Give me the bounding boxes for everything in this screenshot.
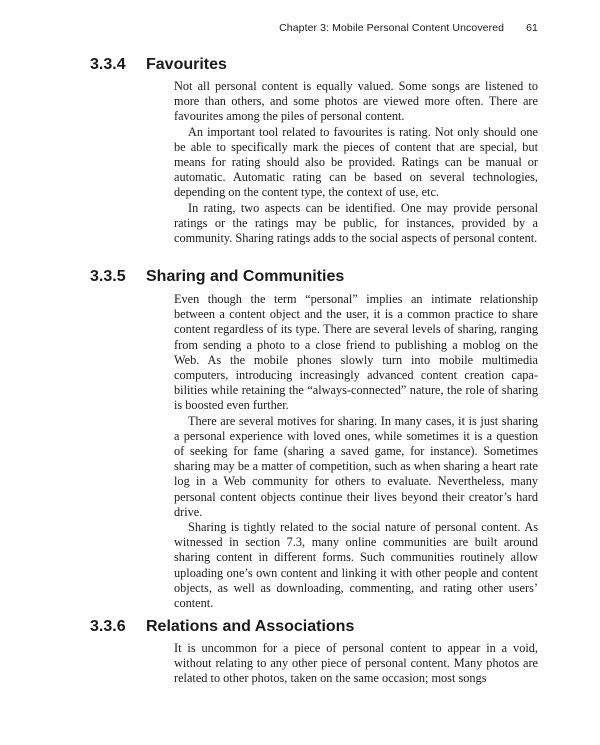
section-title: Sharing and Communities: [146, 268, 345, 285]
paragraph: Not all personal content is equally valued. Some songs are listened to more than others, and some photos are viewed more often. There are favourites among the piles of personal content.: [174, 79, 538, 124]
chapter-title: Chapter 3: Mobile Personal Content Uncovered: [279, 22, 505, 34]
section-number: 3.3.4: [90, 56, 126, 73]
section-number: 3.3.5: [90, 268, 126, 285]
paragraph: Even though the term “personal” implies an intimate relationship between a content object and the user, it is a common practice to share content regardless of its type. There are several levels of sharing, ranging from sending a photo to a close friend to publishing a moblog on the Web. As the mobile phones slowly turn into mobile multimedia computers, introducing increasingly advanced content creation capabilities while retaining the “always-connected” nature, the role of sharing is boosted even further.: [174, 292, 538, 413]
section-title: Favourites: [146, 56, 227, 73]
section-heading-relations: [90, 618, 354, 636]
section-heading-favourites: [90, 56, 227, 74]
section-title: Relations and Associations: [146, 618, 355, 635]
section-body-relations: [174, 641, 538, 687]
paragraph: There are several motives for sharing. In many cases, it is just sharing a personal experience with loved ones, while sometimes it is a question of seeking for fame (sharing a saved game, for instance). Sometimes sharing may be a matter of competition, such as when sharing a heart rate log in a Web community for others to evaluate. Nevertheless, many personal content objects continue their lives beyond their creator’s hard drive.: [174, 413, 538, 519]
running-header: [279, 22, 538, 34]
page-number: 61: [526, 22, 538, 34]
section-body-favourites: [174, 79, 538, 246]
paragraph: It is uncommon for a piece of personal content to appear in a void, without relating to any other piece of personal content. Many photos are related to other photos, taken on the same occasion; most songs: [174, 641, 538, 686]
section-heading-sharing: [90, 268, 344, 286]
section-body-sharing: [174, 292, 538, 611]
paragraph: In rating, two aspects can be identified. One may provide personal ratings or the ratings may be public, for instances, provided by a community. Sharing ratings adds to the social aspects of personal content.: [174, 200, 538, 246]
section-number: 3.3.6: [90, 618, 126, 635]
paragraph: An important tool related to favourites is rating. Not only should one be able to specifically mark the pieces of content that are special, but means for rating should also be provided. Ratings can be manual or automatic. Automatic rating can be based on several technologies, depending on the content type, the context of use, etc.: [174, 124, 538, 200]
paragraph: Sharing is tightly related to the social nature of personal content. As witnessed in section 7.3, many online communities are built around sharing content in different forms. Such communities routinely allow uploading one’s own content and linking it with other people and content objects, as well as downloading, commenting, and rating other users’ content.: [174, 520, 538, 611]
